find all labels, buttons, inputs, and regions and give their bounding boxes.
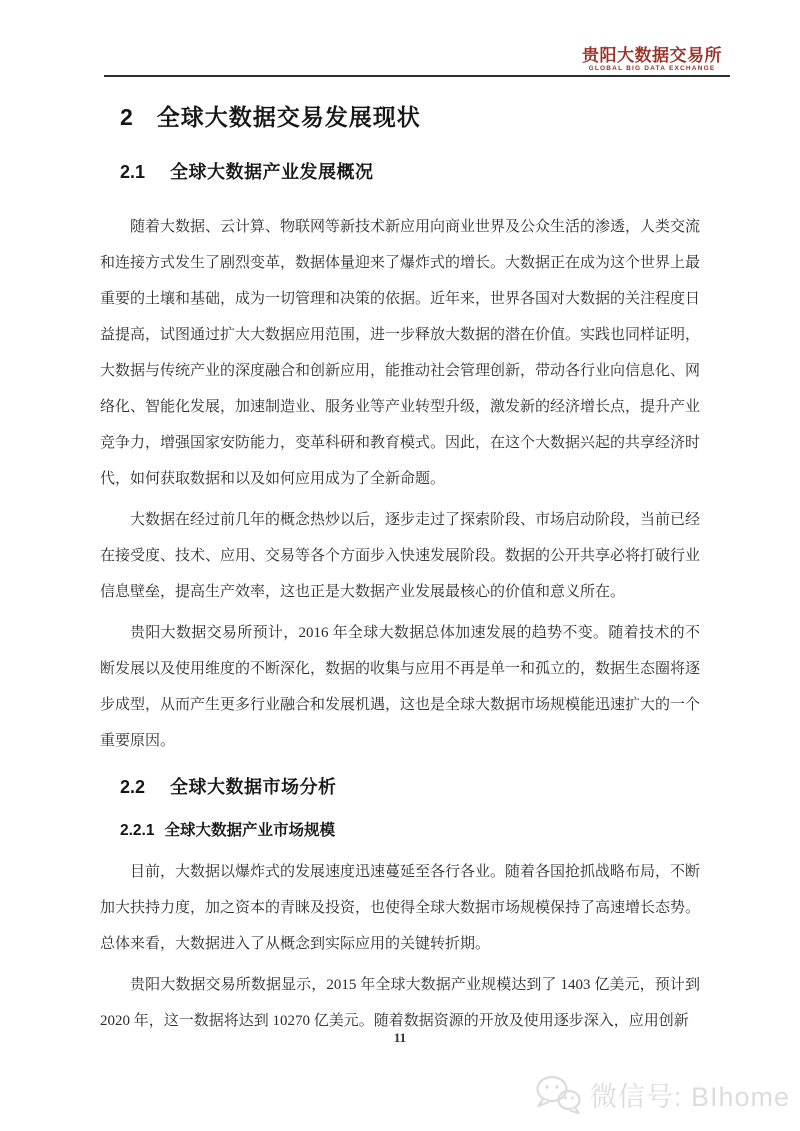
section-title-text: 全球大数据产业发展概况 <box>170 162 374 182</box>
page-number: 11 <box>393 1030 407 1045</box>
watermark <box>534 1074 790 1114</box>
paragraph: 贵阳大数据交易所预计，2016 年全球大数据总体加速发展的趋势不变。随着技术的不断发展以及使用维度的不断深化，数据的收集与应用不再是单一和孤立的，数据生态圈将逐步成型，从而产生更多行业融合和发展机遇，这也是全球大数据市场规模能迅速扩大的一个重要原因。 <box>100 625 701 749</box>
document-body <box>100 88 700 1044</box>
section-title-text: 全球大数据市场分析 <box>170 777 337 797</box>
paragraph: 目前，大数据以爆炸式的发展速度迅速蔓延至各行各业。随着各国抢抓战略布局，不断加大扶持力度，加之资本的青睐及投资，也使得全球大数据市场规模保持了高速增长态势。总体来看，大数据进入了从概念到实际应用的关键转折期。 <box>100 864 701 952</box>
chapter-heading <box>120 102 700 132</box>
section-number: 2.2 <box>120 777 146 797</box>
subsection-heading-2-2-1 <box>120 820 700 842</box>
section-heading-2-2 <box>120 775 700 800</box>
brand-name: 贵阳大数据交易所 <box>582 46 722 65</box>
paragraph: 大数据在经过前几年的概念热炒以后，逐步走过了探索阶段、市场启动阶段，当前已经在接受度、技术、应用、交易等各个方面步入快速发展阶段。数据的公开共享必将打破行业信息壁垒，提高生产效率，这也正是大数据产业发展最核心的价值和意义所在。 <box>100 512 701 600</box>
wechat-icon <box>534 1074 582 1114</box>
subsection-number: 2.2.1 <box>120 822 155 839</box>
subsection-title-text: 全球大数据产业市场规模 <box>164 822 335 839</box>
watermark-text: 微信号: BIhome <box>589 1081 790 1112</box>
header-divider <box>104 75 730 77</box>
paragraph: 贵阳大数据交易所数据显示，2015 年全球大数据产业规模达到了 1403 亿美元，预计到 2020 年，这一数据将达到 10270 亿美元。随着数据资源的开放及使用逐步深入，应用创新 <box>100 977 700 1029</box>
section-heading-2-1 <box>120 160 700 185</box>
section-number: 2.1 <box>120 162 146 182</box>
brand-logo <box>582 47 722 73</box>
chapter-number: 2 <box>120 104 133 130</box>
chapter-title-text: 全球大数据交易发展现状 <box>156 104 421 130</box>
paragraph: 随着大数据、云计算、物联网等新技术新应用向商业世界及公众生活的渗透，人类交流和连接方式发生了剧烈变革，数据体量迎来了爆炸式的增长。大数据正在成为这个世界上最重要的土壤和基础，成为一切管理和决策的依据。近年来，世界各国对大数据的关注程度日益提高，试图通过扩大大数据应用范围，进一步释放大数据的潜在价值。实践也同样证明，大数据与传统产业的深度融合和创新应用，能推动社会管理创新，带动各行业向信息化、网络化、智能化发展，加速制造业、服务业等产业转型升级，激发新的经济增长点，提升产业竞争力，增强国家安防能力，变革科研和教育模式。因此，在这个大数据兴起的共享经济时代，如何获取数据和以及如何应用成为了全新命题。 <box>100 219 701 487</box>
brand-subtitle: GLOBAL BIG DATA EXCHANGE <box>588 65 716 72</box>
